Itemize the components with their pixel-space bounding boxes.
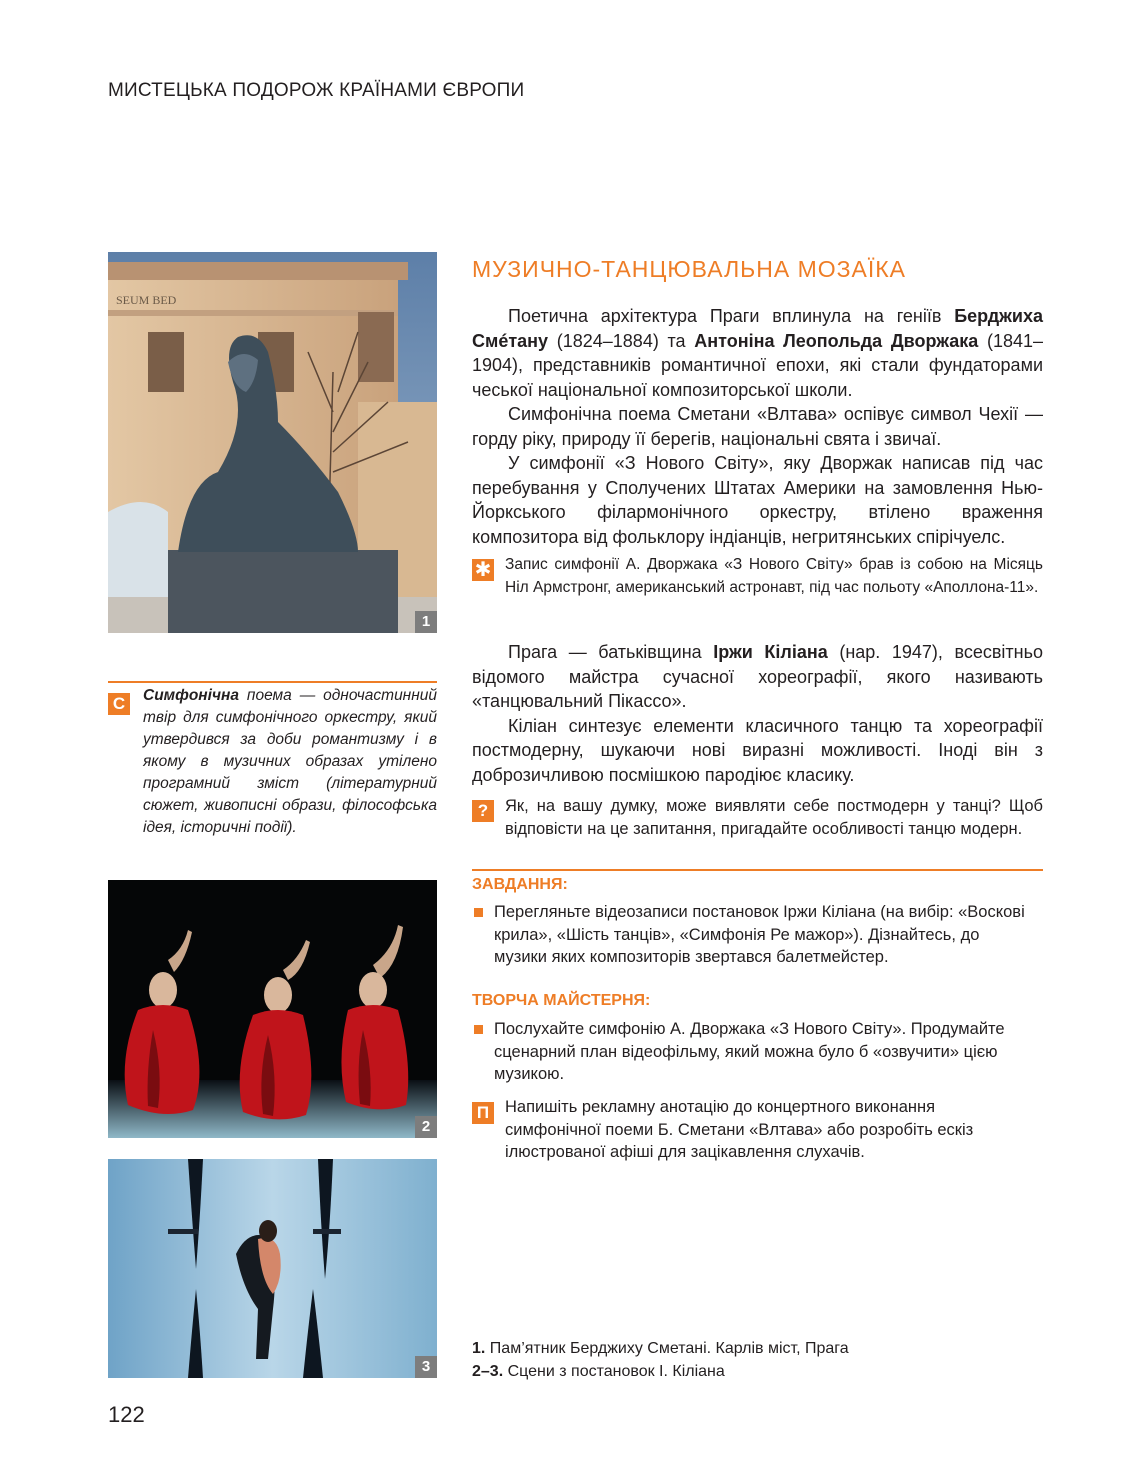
- divider-left: [108, 681, 437, 683]
- intro-paragraph-3: У симфонії «З Нового Світу», яку Дворжак написав під час перебування у Сполучених Штатах Америки на замовлення Нью-Йоркського філармонічного оркестру, втілено враження композитора від фольклору індіанців, негритянських спірічуелс.: [472, 453, 1043, 547]
- question-icon: ?: [472, 800, 494, 822]
- bullet-icon: [474, 908, 483, 917]
- project-icon: П: [472, 1102, 494, 1124]
- running-header: МИСТЕЦЬКА ПОДОРОЖ КРАЇНАМИ ЄВРОПИ: [108, 80, 525, 101]
- tasks-heading: ЗАВДАННЯ:: [472, 876, 568, 893]
- photo-number-1: 1: [415, 611, 437, 633]
- page-number: 122: [108, 1402, 145, 1427]
- photo-kilian-dancers-red: [108, 880, 437, 1138]
- asterisk-icon: ✱: [472, 559, 494, 581]
- tasks-item: Перегляньте відеозаписи постановок Іржи Кіліана (на вибір: «Воскові крила», «Шість танців», «Симфонія Ре мажор»). Дізнайтесь, до музики яких композиторів звертався балетмейстер.: [494, 903, 1025, 966]
- project-note: Напишіть рекламну анотацію до концертного виконання симфонічної поеми Б. Сметани «Влтава» або розробіть ескіз ілюстрованої афіші для зацікавлення слухачів.: [505, 1098, 974, 1161]
- bullet-icon: [474, 1025, 483, 1034]
- kilian-paragraph-1: Прага — батьківщина Іржи Кіліана (нар. 1947), всесвітньо відомого майстра сучасної хореографії, якого називають «танцювальний Пікассо».: [472, 642, 1043, 711]
- glossary-definition: Симфонічна поема — одночастинний твір для симфонічного оркестру, який утвердився за доби романтизму і в якому в музичних образах утілено програмний зміст (літературний сюжет, живописні образи, філософська ідея, історичні події).: [143, 687, 437, 836]
- divider-right: [472, 869, 1043, 871]
- section-title: МУЗИЧНО-ТАНЦЮВАЛЬНА МОЗАЇКА: [472, 256, 907, 282]
- intro-text: [472, 304, 1043, 549]
- fact-note: Запис симфонії А. Дворжака «З Нового Світу» брав із собою на Місяць Ніл Армстронг, американський астронавт, під час польоту «Аполлона-11».: [505, 556, 1043, 596]
- workshop-heading: ТВОРЧА МАЙСТЕРНЯ:: [472, 992, 651, 1009]
- kilian-text: [472, 640, 1043, 787]
- intro-paragraph-1: Поетична архітектура Праги вплинула на геніїв Берджиха Смéтану (1824–1884) та Антоніна Леопольда Дворжака (1841–1904), представників романтичної епохи, які стали фундаторами чеської національної композиторської школи.: [472, 306, 1044, 400]
- glossary-icon: С: [108, 693, 130, 715]
- photo-number-2: 2: [415, 1116, 437, 1138]
- photo-kilian-dancers-curtain: [108, 1159, 437, 1378]
- kilian-paragraph-2: Кіліан синтезує елементи класичного танцю та хореографії постмодерну, шукаючи нові виразні можливості. Іноді він з доброзичливою посмішкою пародіює класику.: [472, 715, 1043, 785]
- workshop-item: Послухайте симфонію А. Дворжака «З Нового Світу». Продумайте сценарний план відеофільму, який можна було б «озвучити» цією музикою.: [494, 1020, 1005, 1083]
- intro-paragraph-2: Симфонічна поема Сметани «Влтава» оспівує символ Чехії — горду ріку, природу її берегів, національні свята і звичаї.: [472, 404, 1043, 449]
- photo-smetana-monument: [108, 252, 437, 633]
- svg-text:SEUM BED: SEUM BED: [116, 293, 177, 307]
- caption-2: 2–3. Сцени з постановок І. Кіліана: [472, 1363, 725, 1380]
- caption-1: 1. Пам’ятник Берджиху Сметані. Карлів міст, Прага: [472, 1340, 849, 1357]
- question-note: Як, на вашу думку, може виявляти себе постмодерн у танці? Щоб відповісти на це запитання, пригадайте особливості танцю модерн.: [505, 797, 1043, 838]
- photo-number-3: 3: [415, 1356, 437, 1378]
